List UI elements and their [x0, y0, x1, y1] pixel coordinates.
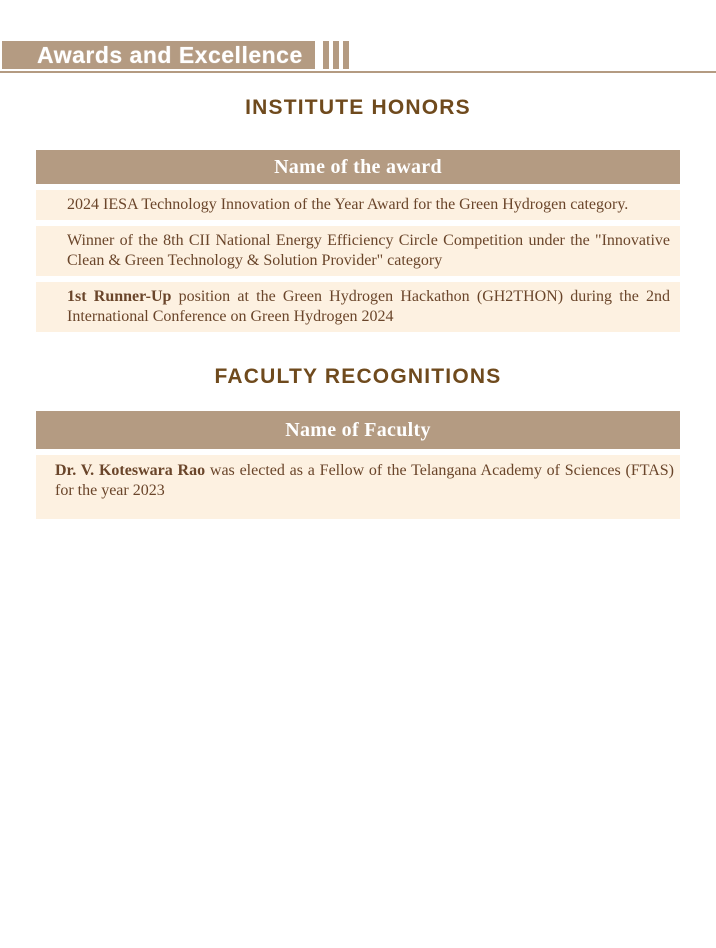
table-header-name-of-faculty: Name of Faculty — [36, 411, 680, 449]
section-heading-faculty-recognitions: FACULTY RECOGNITIONS — [214, 365, 502, 388]
section-heading-institute-honors: INSTITUTE HONORS — [245, 96, 471, 119]
page-banner — [0, 41, 716, 69]
table-row — [36, 282, 680, 332]
institute-honors-table — [36, 150, 680, 332]
row-bold-lead: 1st Runner-Up — [67, 288, 172, 305]
row-text: position at the Green Hydrogen Hackathon (GH2THON) during the 2nd International Conference on Green Hydrogen 2024 — [67, 288, 670, 325]
row-bold-lead: Dr. V. Koteswara Rao — [55, 462, 206, 479]
header-divider — [0, 71, 716, 73]
table-header-name-of-award: Name of the award — [36, 150, 680, 184]
stripe-icon — [333, 41, 339, 69]
page — [0, 41, 716, 519]
banner-title-bar — [2, 41, 315, 69]
table-row — [36, 226, 680, 276]
banner-title: Awards and Excellence — [37, 41, 303, 68]
row-text: Winner of the 8th CII National Energy Efficiency Circle Competition under the "Innovative Clean & Green Technology & Solution Provider" category — [67, 232, 670, 269]
banner-stripes-decoration — [323, 41, 353, 69]
stripe-icon — [343, 41, 349, 69]
faculty-recognitions-table — [36, 411, 680, 519]
table-row — [36, 190, 680, 220]
stripe-icon — [323, 41, 329, 69]
row-text: 2024 IESA Technology Innovation of the Year Award for the Green Hydrogen category. — [67, 196, 629, 213]
table-row — [36, 455, 680, 519]
row-text: was elected as a Fellow of the Telangana Academy of Sciences (FTAS) for the year 2023 — [55, 462, 675, 499]
